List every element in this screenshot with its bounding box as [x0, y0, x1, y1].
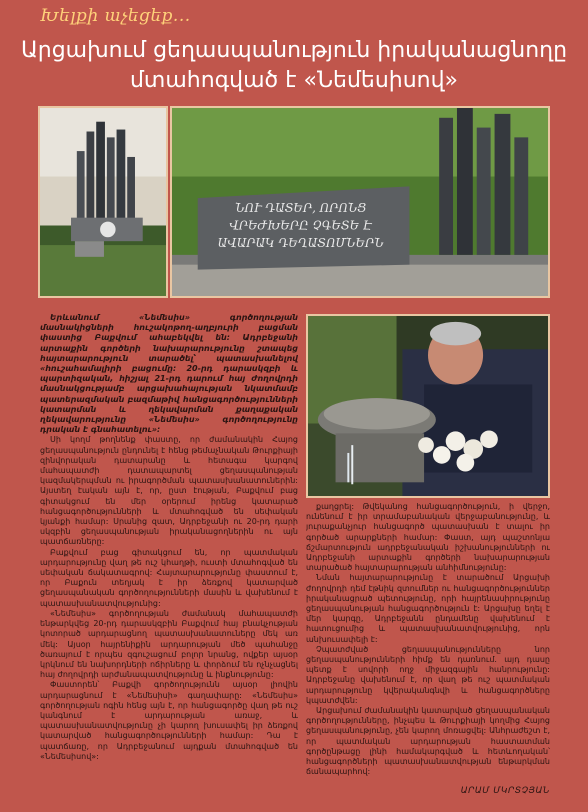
article-column-left: [40, 313, 298, 783]
inscription-line-1: ՆՈՒ ԴԱՏԵՐ, ՈՐՈՆՑ: [235, 200, 367, 215]
article-paragraph: Չպատժված ցեղասպանությունները նոր ցեղասպանությունների հիմք են դառնում. այդ դասը պետք է սովորի ողջ միջազգային հանրությունը: Ադրբեջանը վախենում է, որ վաղ թե ուշ պատմական արդարությունը կվերականգնվի և հանցագործները կպատժվեն:: [306, 644, 550, 705]
article-paragraph: Արցախում ժամանակին կատարված ցեղասպանական գործողությունները, ինչպես և Թուրքիայի կողմից Հայոց ցեղասպանությունը, չեն կարող մոռացվել: Անհրաժեշտ է, որ պատմական արդարության հաստատման գործընթացը լինի համակարգված և հետևողական՝ հանցագործների պատասխանատվության ենթարկման ճանապարհով:: [306, 706, 550, 777]
article-lead: Երևանում «Նեմեսիս» գործողության մասնակիցների հուշակոթող-աղբյուրի բացման փաստից Բաքվում ահաբեկվել են: Ադրբեջանի արտաքին գործերի նախարարությունը շտապեց հայտարարություն տարածել՝ պատասխանելով «հուշահամալիրի բացումը: 20-րդ դարասկզբի և պարտիզական, հիշյալ 21-րդ դարում հայ ժողովրդի մասնակցությամբ արցախահայության նկատմամբ պատերազմական բազմաթիվ հանցագործությունների կատարման և ղեկավարման քաղաքական ղեկավարությունը «Նեմեսիս» գործողությունը դրական է գնահատելու»:: [40, 313, 298, 435]
fountain-photo: [306, 314, 550, 498]
monument-photo-left: [38, 106, 168, 298]
article-headline: [10, 36, 578, 96]
article-column-right: [306, 502, 550, 782]
article-paragraph: քաղցրել: Թվեկանոց հանցագործություն, ի վերջո, ունենում է իր տրամաբանական վերջաբանությունը, և յուրաքանչյուր հանցագործ պատասխան է տալու իր գործած արարքների համար: Փաստ, այդ պաշտոնյա ճշմարտություն ադրբեջանական իշխանությունների ու Ադրբեջանի արտաքին գործերի նախարարության տարածած հայտարարության անհիմնությունը:: [306, 502, 550, 573]
author-signature: ԱՐԱՄ ՄԿՐՏՉՅԱՆ: [460, 786, 550, 796]
monument-photo-main: [170, 106, 550, 298]
headline-line-2: մտահոգված է «Նեմեսիսով»: [129, 68, 459, 93]
article-paragraph: Սի կողմ թողնենք փաստը, որ ժամանակին Հայոց ցեղասպանություն ընդունել է հենց թեմաչնական Թուրքիայի զինվորական դատարանը և հետագա կարգով մահապատժի դատապարտել ցեղասպանության կազմակերպման ու իրագործման պատասխանատուներին: Այստեղ էական այն է, որ, ըստ էության, Բաքվում բաց գիտակցում են մեր օրերում իրենց կատարած հանցագործությունների և մտահոգված են սեփական կյանքի համար: Սրանից զատ, Ադրբեջանի ու 20-րդ դարի սկզբին ցեղասպանության իրականացողներին ու այն պատճառները:: [40, 435, 298, 547]
inscription-line-3: ԱՎԱՐԱԿ ԴԵՂԱՏՈՄՆԵՐՆ: [217, 236, 384, 251]
kicker-text: Խելքի աչեցեք...: [40, 6, 191, 26]
monument-illustration-left: [40, 108, 166, 296]
monument-illustration-main: [172, 108, 548, 296]
article-paragraph: «Նեմեսիս» գործողության ժամանակ մահապատժի ենթարկվեց 20-րդ դարասկզբին Բաքվում հայ բնակչության կոտորած արդարացնող պատասխանատուները մեկ առ մեկ: Այսօր հայրենիքին արդարության մեծ պահանջը ծառայում է որպես զգուշացում բոլոր նրանց, ովքեր այսօր կրկնում են նախորդների ոճիրները և փորձում են ոչնչացնել հայ ժողովրդի արժանապատվությունը և ինքնությունը:: [40, 608, 298, 680]
headline-line-1: Արցախում ցեղասպանություն իրականացնողը: [20, 38, 568, 63]
article-paragraph: Փաստորեն՝ Բաքվի գործողությունն այսօր լիովին արդարացնում է «Նեմեսիսի» գաղափարը: «Նեմեսիս» գործողության ոգին հենց այն է, որ հանցագործը վաղ թե ուշ կանգնում է արդարության առաջ, և պատասխանատվությունը չի կարող խուսափել իր ձեռքով կատարված հանցագործությունների համար: Դա է պատճառը, որ Ադրբեջանում այդքան մտահոգված են «Նեմեսիսով»:: [40, 680, 298, 761]
article-header: [0, 0, 588, 104]
article-paragraph: Նման հայտարարությունը է տարածում Արցախի ժողովրդի դեմ էթնիկ զտումներ ու հանցագործություններ իրականացրած պետությունը, որի հայրենասիրությունը ցեղասպանության հանցագործություն է: Արցախը եղել է մեր կարգը, Ադրբեջանն ընդամենը վախենում է հատուցումից և պատասխանատվությունից, որն անխուսափելի է:: [306, 573, 550, 644]
inscription-line-2: ՎՐԵԺԽԵՐԸ ՉԳԵՏԵ Է: [229, 218, 372, 233]
fountain-illustration: [308, 316, 548, 496]
article-paragraph: Բաքվում բաց գիտակցում են, որ պատմական արդարությունը վաղ թե ուշ կհաղթի, ուստի մտահոգված են սեփական ճակատագրով: Հայտարարությունը փաստում է, որ Բաքուն տեղյակ է իր ձեռքով կատարված ցեղասպանական գործողությունների մասին և վախենում է պատասխանատվությունից:: [40, 547, 298, 608]
